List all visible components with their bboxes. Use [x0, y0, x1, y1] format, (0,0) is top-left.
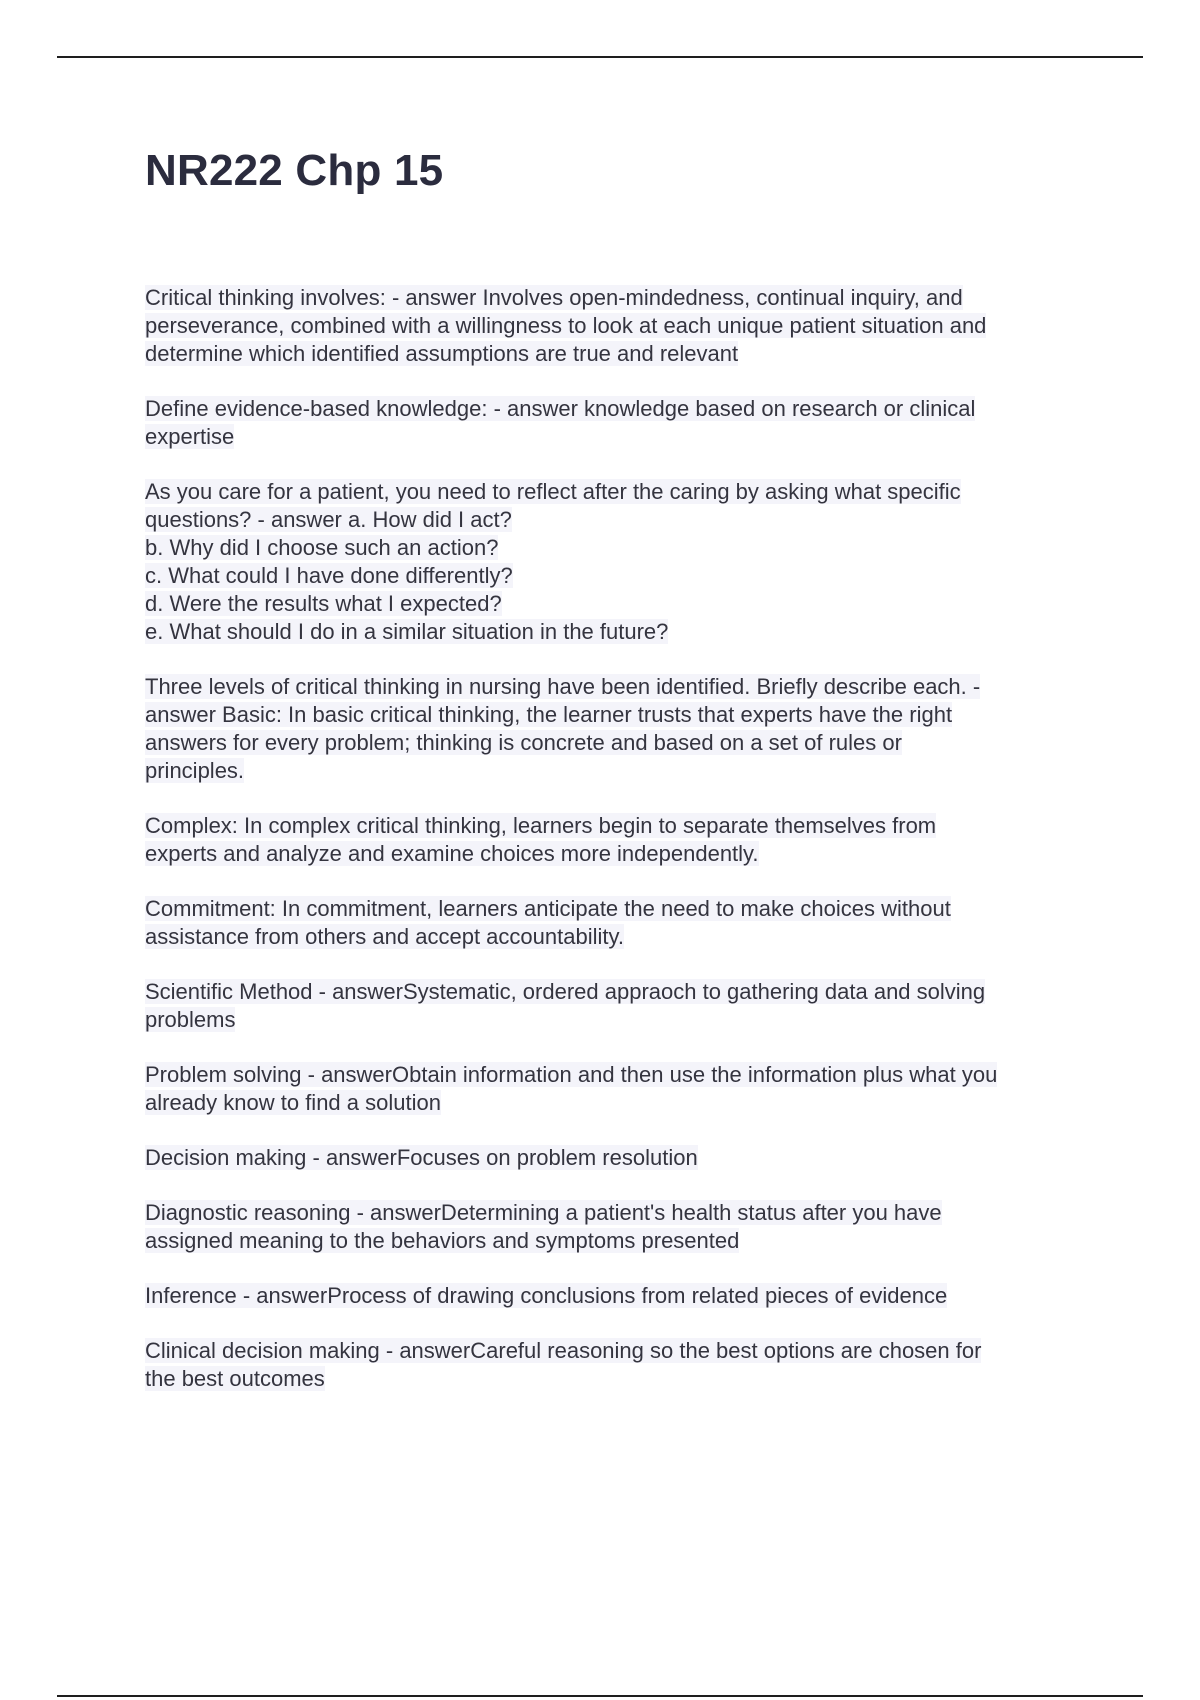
text-line: principles. [145, 758, 245, 783]
qa-item [145, 812, 1085, 868]
text-line: As you care for a patient, you need to reflect after the caring by asking what specific [145, 479, 961, 504]
text-line: Commitment: In commitment, learners anticipate the need to make choices without [145, 896, 951, 921]
text-line: Problem solving - answerObtain information and then use the information plus what you [145, 1062, 998, 1087]
text-line: questions? - answer a. How did I act? [145, 507, 512, 532]
text-line: b. Why did I choose such an action? [145, 535, 499, 560]
text-line: Scientific Method - answerSystematic, ordered appraoch to gathering data and solving [145, 979, 986, 1004]
text-line: Critical thinking involves: - answer Involves open-mindedness, continual inquiry, and [145, 285, 963, 310]
text-line: Diagnostic reasoning - answerDetermining a patient's health status after you have [145, 1200, 942, 1225]
text-line: determine which identified assumptions are true and relevant [145, 341, 739, 366]
text-line: experts and analyze and examine choices more independently. [145, 841, 759, 866]
qa-item [145, 895, 1085, 951]
text-line: c. What could I have done differently? [145, 563, 513, 588]
text-line: Inference - answerProcess of drawing conclusions from related pieces of evidence [145, 1283, 948, 1308]
qa-item [145, 395, 1085, 451]
text-line: answers for every problem; thinking is concrete and based on a set of rules or [145, 730, 902, 755]
text-line: Decision making - answerFocuses on problem resolution [145, 1145, 698, 1170]
text-line: Clinical decision making - answerCareful reasoning so the best options are chosen for [145, 1338, 982, 1363]
text-line: assistance from others and accept accountability. [145, 924, 624, 949]
qa-item [145, 673, 1085, 785]
page-title: NR222 Chp 15 [145, 146, 444, 195]
text-line: d. Were the results what I expected? [145, 591, 502, 616]
text-line: Complex: In complex critical thinking, learners begin to separate themselves from [145, 813, 937, 838]
qa-item [145, 1061, 1085, 1117]
text-line: problems [145, 1007, 236, 1032]
qa-item [145, 284, 1085, 368]
text-line: Define evidence-based knowledge: - answer knowledge based on research or clinical [145, 396, 976, 421]
text-line: already know to find a solution [145, 1090, 441, 1115]
qa-item [145, 1199, 1085, 1255]
text-line: assigned meaning to the behaviors and symptoms presented [145, 1228, 740, 1253]
qa-item [145, 478, 1085, 646]
qa-list [145, 284, 1085, 1420]
text-line: answer Basic: In basic critical thinking, the learner trusts that experts have the right [145, 702, 953, 727]
qa-item [145, 1337, 1085, 1393]
bottom-rule [57, 1695, 1143, 1697]
qa-item [145, 978, 1085, 1034]
text-line: perseverance, combined with a willingness to look at each unique patient situation and [145, 313, 987, 338]
text-line: expertise [145, 424, 235, 449]
qa-item [145, 1144, 1085, 1172]
text-line: e. What should I do in a similar situation in the future? [145, 619, 669, 644]
qa-item [145, 1282, 1085, 1310]
top-rule [57, 56, 1143, 58]
text-line: the best outcomes [145, 1366, 325, 1391]
text-line: Three levels of critical thinking in nursing have been identified. Briefly describe each. - [145, 674, 981, 699]
